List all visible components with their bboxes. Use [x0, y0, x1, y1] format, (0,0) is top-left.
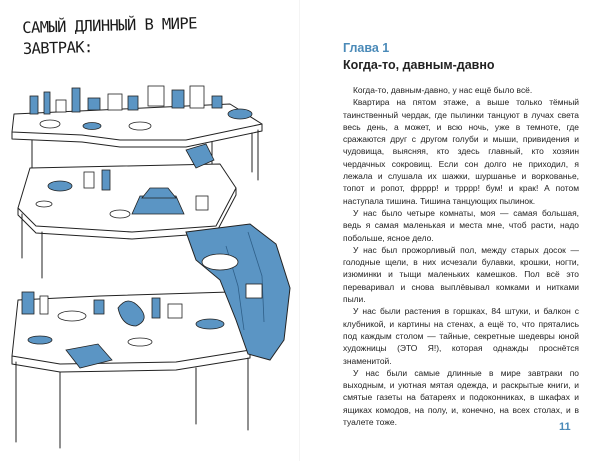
plate [48, 181, 72, 191]
plate [58, 311, 86, 321]
carton [22, 292, 34, 314]
book [246, 284, 262, 298]
hand-title-line-2: ЗАВТРАК: [22, 38, 93, 58]
bottle [172, 90, 184, 108]
plate [40, 120, 60, 128]
plate [36, 201, 52, 207]
chapter-label: Глава 1 [343, 41, 390, 55]
paragraph: У нас было четыре комнаты, моя — самая большая, ведь я самая маленькая и места мне, чтоб расти, надо побольше, ясное дело. [343, 207, 579, 243]
cup [212, 96, 222, 108]
cup [168, 304, 182, 318]
paragraph: У нас были самые длинные в мире завтраки по выходным, и уютная мятая одежда, и раскрытые книги, и смятые газеты на батареях и подоконниках, в шкафах и ящиках комодов, на полу, и, конечно, на всех столах, и в туалете тоже. [343, 367, 579, 428]
table-top-3 [12, 292, 262, 364]
carton [108, 94, 122, 110]
plate [110, 210, 130, 218]
hand-title-line-1: САМЫЙ ДЛИННЫЙ В МИРЕ [22, 14, 198, 37]
bottle [30, 96, 38, 114]
body-text [343, 84, 579, 428]
cup [84, 172, 94, 188]
paragraph: Квартира на пятом этаже, а выше только тёмный таинственный чердак, где пылинки танцуют в лучах света весь день, а может, и всю ночь, уже в темноте, где сражаются друг с другом голуби и мыши, привидения и чудовища, выясняя, кто здесь главный, кто хозяин чердачных сокровищ. Если сон долго не приходил, я лежала и слушала их шажки, шуршанье и воркованье, топот и ропот, фрррр! и трррр! бум! и крак! А потом наступала тишина. Тишина танцующих пылинок. [343, 97, 579, 206]
paragraph: У нас был прожорливый пол, между старых досок — голодные щели, в них исчезали булавки, крошки, ногти, изюминки и тыщи маленьких камешков. Пол всё это переваривал и снова выплёвывал комками и нитками пыли. [343, 244, 579, 305]
page-number: 11 [559, 421, 571, 433]
plate [196, 319, 224, 329]
cup [94, 300, 104, 314]
bottle [44, 92, 50, 114]
plate [128, 338, 152, 346]
chapter-heading [343, 41, 583, 73]
cereal-box [148, 86, 164, 106]
paragraph: У нас были растения в горшках, 84 штуки, и балкон с клубникой, и картины на стенах, а ещё то, что прятались под каждым столом — тайные, секретные шедевры юной художницы (ЭТО Я!), которая однажды проснётся знаменитой. [343, 306, 579, 366]
cup [196, 196, 208, 210]
cake-plate [202, 254, 238, 270]
plate [83, 123, 101, 130]
bottle [152, 298, 160, 318]
chapter-title: Когда-то, давным-давно [343, 58, 495, 72]
cup [128, 96, 138, 110]
bottle [102, 170, 110, 190]
plate [228, 109, 252, 119]
bottle [40, 296, 48, 314]
plate [129, 122, 151, 130]
french-press [190, 86, 204, 108]
bottle [72, 88, 80, 112]
jar [88, 98, 100, 110]
paragraph: Когда-то, давным-давно, у нас ещё было всё. [353, 85, 533, 95]
covered-dish [132, 196, 184, 214]
plate [28, 336, 52, 344]
cup [56, 100, 66, 112]
